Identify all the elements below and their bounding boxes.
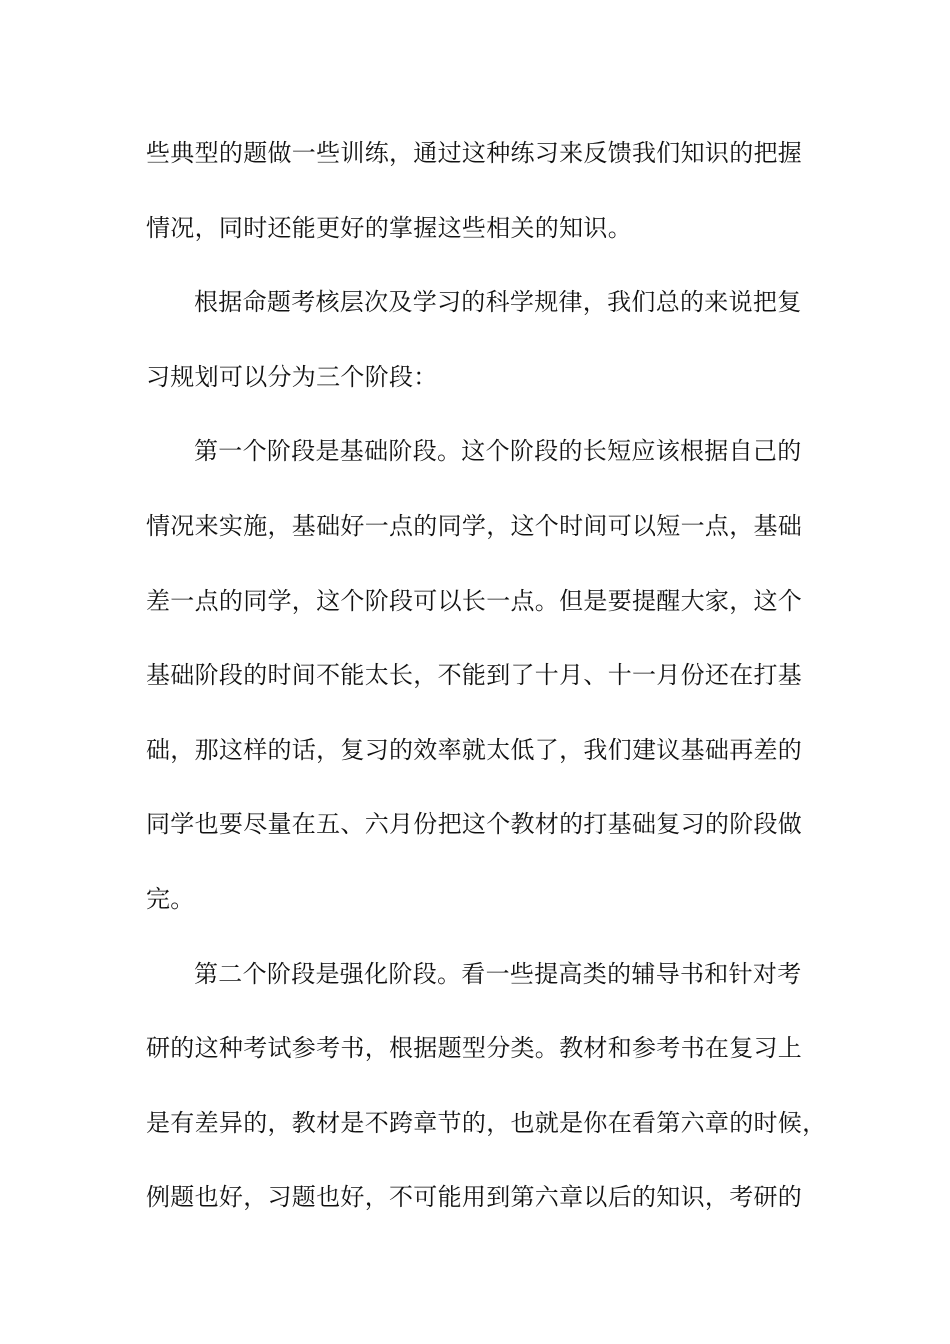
document-body <box>146 116 826 1235</box>
paragraph-start-line: 根据命题考核层次及学习的科学规律，我们总的来说把复 <box>194 288 802 317</box>
text-line: 情况，同时还能更好的掌握这些相关的知识。 <box>146 213 632 242</box>
text-line: 完。 <box>146 884 195 913</box>
text-line: 基础阶段的时间不能太长，不能到了十月、十一月份还在打基 <box>146 661 803 690</box>
paragraph-start-line: 第二个阶段是强化阶段。看一些提高类的辅导书和针对考 <box>194 959 802 988</box>
text-line: 研的这种考试参考书，根据题型分类。教材和参考书在复习上 <box>146 1034 803 1063</box>
text-line: 础，那这样的话，复习的效率就太低了，我们建议基础再差的 <box>146 735 803 764</box>
text-line: 习规划可以分为三个阶段： <box>146 362 438 391</box>
text-line: 些典型的题做一些训练，通过这种练习来反馈我们知识的把握 <box>146 139 803 167</box>
text-line: 情况来实施，基础好一点的同学，这个时间可以短一点，基础 <box>146 511 803 540</box>
text-line: 是有差异的，教材是不跨章节的，也就是你在看第六章的时候， <box>146 1108 827 1137</box>
text-line: 例题也好，习题也好，不可能用到第六章以后的知识，考研的 <box>146 1183 803 1212</box>
text-line: 差一点的同学，这个阶段可以长一点。但是要提醒大家，这个 <box>146 586 803 615</box>
text-line: 同学也要尽量在五、六月份把这个教材的打基础复习的阶段做 <box>146 810 803 839</box>
paragraph-start-line: 第一个阶段是基础阶段。这个阶段的长短应该根据自己的 <box>194 437 802 466</box>
